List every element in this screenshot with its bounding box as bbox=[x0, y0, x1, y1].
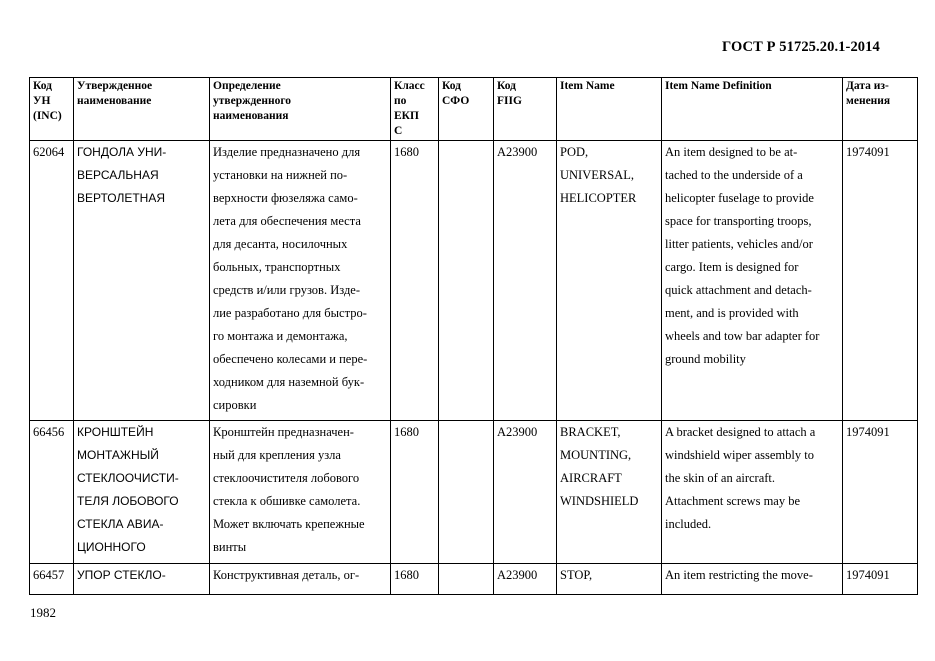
text-line: средств и/или грузов. Изде- bbox=[213, 283, 361, 297]
text-line: MOUNTING, bbox=[560, 448, 632, 462]
text-line: Конструктивная деталь, ог- bbox=[213, 568, 360, 582]
fiig-cell: A23900 bbox=[494, 421, 557, 564]
text-line: windshield wiper assembly to bbox=[665, 448, 814, 462]
text-line: the skin of an aircraft. bbox=[665, 471, 776, 485]
text-line: WINDSHIELD bbox=[560, 494, 639, 508]
definition-cell bbox=[210, 421, 391, 564]
text-line: верхности фюзеляжа само- bbox=[213, 191, 358, 205]
fiig-cell: A23900 bbox=[494, 141, 557, 421]
column-header-sfo bbox=[439, 78, 494, 141]
text-line: FIIG bbox=[497, 95, 522, 107]
text-line: установки на нижней по- bbox=[213, 168, 348, 182]
text-line: обеспечено колесами и пере- bbox=[213, 352, 368, 366]
class-cell: 1680 bbox=[391, 564, 439, 595]
column-header-item-definition bbox=[662, 78, 843, 141]
text-line: сировки bbox=[213, 398, 257, 412]
item-definition-cell bbox=[662, 564, 843, 595]
definition-cell bbox=[210, 141, 391, 421]
class-cell: 1680 bbox=[391, 421, 439, 564]
text-line: STOP, bbox=[560, 568, 593, 582]
text-line: An item restricting the move- bbox=[665, 568, 813, 582]
text-line: An item designed to be at- bbox=[665, 145, 798, 159]
document-code: ГОСТ Р 51725.20.1-2014 bbox=[722, 39, 880, 55]
text-line: helicopter fuselage to provide bbox=[665, 191, 814, 205]
text-line: Attachment screws may be bbox=[665, 494, 801, 508]
inc-cell: 66456 bbox=[30, 421, 74, 564]
text-line: Определение bbox=[213, 80, 281, 92]
text-line: ment, and is provided with bbox=[665, 306, 799, 320]
text-line: POD, bbox=[560, 145, 589, 159]
text-line: Утвержденное bbox=[77, 80, 153, 92]
approved-name-cell bbox=[74, 421, 210, 564]
sfo-cell bbox=[439, 564, 494, 595]
text-line: стекла к обшивке самолета. bbox=[213, 494, 361, 508]
text-line: ТЕЛЯ ЛОБОВОГО bbox=[77, 494, 179, 508]
text-line: ВЕРТОЛЕТНАЯ bbox=[77, 191, 166, 205]
text-line: по bbox=[394, 95, 407, 107]
inc-cell: 66457 bbox=[30, 564, 74, 595]
text-line: МОНТАЖНЫЙ bbox=[77, 448, 159, 462]
text-line: стеклоочистителя лобового bbox=[213, 471, 360, 485]
table-row bbox=[30, 141, 918, 421]
text-line: litter patients, vehicles and/or bbox=[665, 237, 813, 251]
column-header-name-definition bbox=[210, 78, 391, 141]
inc-cell: 62064 bbox=[30, 141, 74, 421]
text-line: BRACKET, bbox=[560, 425, 621, 439]
table-row bbox=[30, 421, 918, 564]
column-header-approved-name bbox=[74, 78, 210, 141]
item-name-cell bbox=[557, 564, 662, 595]
text-line: Item Name bbox=[560, 80, 615, 92]
text-line: лие разработано для быстро- bbox=[213, 306, 367, 320]
text-line: С bbox=[394, 125, 403, 137]
column-header-item-name bbox=[557, 78, 662, 141]
text-line: Изделие предназначено для bbox=[213, 145, 361, 159]
text-line: УПОР СТЕКЛО- bbox=[77, 568, 166, 582]
text-line: HELICOPTER bbox=[560, 191, 637, 205]
text-line: UNIVERSAL, bbox=[560, 168, 634, 182]
class-cell: 1680 bbox=[391, 141, 439, 421]
table-row bbox=[30, 564, 918, 595]
text-line: Дата из- bbox=[846, 80, 889, 92]
text-line: AIRCRAFT bbox=[560, 471, 622, 485]
fiig-cell: A23900 bbox=[494, 564, 557, 595]
text-line: Может включать крепежные bbox=[213, 517, 365, 531]
approved-name-cell bbox=[74, 141, 210, 421]
text-line: ground mobility bbox=[665, 352, 746, 366]
table-header-row bbox=[30, 78, 918, 141]
text-line: лета для обеспечения места bbox=[213, 214, 361, 228]
column-header-class bbox=[391, 78, 439, 141]
nomenclature-table bbox=[29, 77, 918, 595]
item-definition-cell bbox=[662, 141, 843, 421]
text-line: ЕКП bbox=[394, 110, 419, 122]
text-line: wheels and tow bar adapter for bbox=[665, 329, 820, 343]
column-header-inc bbox=[30, 78, 74, 141]
definition-cell bbox=[210, 564, 391, 595]
text-line: space for transporting troops, bbox=[665, 214, 812, 228]
text-line: для десанта, носилочных bbox=[213, 237, 348, 251]
text-line: included. bbox=[665, 517, 712, 531]
text-line: Код bbox=[497, 80, 517, 92]
sfo-cell bbox=[439, 141, 494, 421]
text-line: cargo. Item is designed for bbox=[665, 260, 799, 274]
column-header-fiig bbox=[494, 78, 557, 141]
item-name-cell bbox=[557, 141, 662, 421]
text-line: ЦИОННОГО bbox=[77, 540, 146, 554]
text-line: Код bbox=[442, 80, 462, 92]
text-line: tached to the underside of a bbox=[665, 168, 803, 182]
text-line: Item Name Definition bbox=[665, 80, 772, 92]
text-line: (INC) bbox=[33, 110, 62, 122]
item-name-cell bbox=[557, 421, 662, 564]
text-line: ВЕРСАЛЬНАЯ bbox=[77, 168, 159, 182]
text-line: Класс bbox=[394, 80, 425, 92]
approved-name-cell bbox=[74, 564, 210, 595]
text-line: менения bbox=[846, 95, 891, 107]
text-line: УН bbox=[33, 95, 51, 107]
text-line: КРОНШТЕЙН bbox=[77, 425, 154, 439]
text-line: СТЕКЛООЧИСТИ- bbox=[77, 471, 179, 485]
text-line: ходником для наземной бук- bbox=[213, 375, 365, 389]
text-line: утвержденного bbox=[213, 95, 292, 107]
sfo-cell bbox=[439, 421, 494, 564]
text-line: больных, транспортных bbox=[213, 260, 341, 274]
text-line: СТЕКЛА АВИА- bbox=[77, 517, 164, 531]
change-date-cell: 1974091 bbox=[843, 141, 918, 421]
text-line: A bracket designed to attach a bbox=[665, 425, 816, 439]
page-number: 1982 bbox=[30, 605, 56, 620]
text-line: винты bbox=[213, 540, 247, 554]
text-line: СФО bbox=[442, 95, 470, 107]
text-line: quick attachment and detach- bbox=[665, 283, 812, 297]
item-definition-cell bbox=[662, 421, 843, 564]
text-line: наименования bbox=[213, 110, 289, 122]
text-line: Код bbox=[33, 80, 53, 92]
text-line: го монтажа и демонтажа, bbox=[213, 329, 348, 343]
change-date-cell: 1974091 bbox=[843, 564, 918, 595]
text-line: Кронштейн предназначен- bbox=[213, 425, 354, 439]
text-line: наименование bbox=[77, 95, 152, 107]
text-line: ный для крепления узла bbox=[213, 448, 341, 462]
column-header-change-date bbox=[843, 78, 918, 141]
text-line: ГОНДОЛА УНИ- bbox=[77, 145, 167, 159]
change-date-cell: 1974091 bbox=[843, 421, 918, 564]
